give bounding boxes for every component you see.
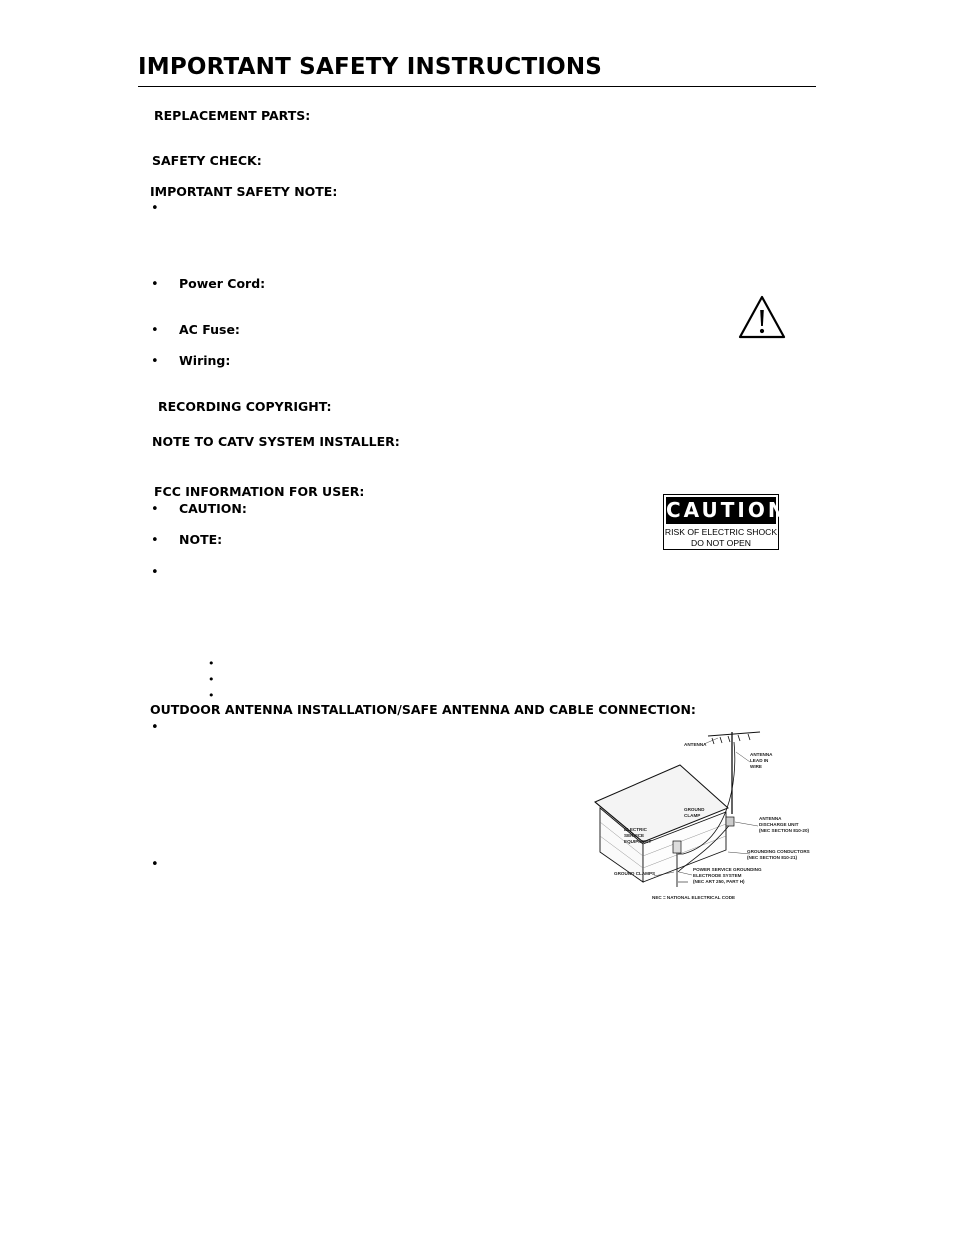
fcc-information-heading: FCC INFORMATION FOR USER: [154, 484, 365, 499]
caution-heading: CAUTION [666, 498, 788, 522]
replacement-parts-heading: REPLACEMENT PARTS: [154, 108, 311, 123]
caution-line-2: DO NOT OPEN [690, 538, 751, 548]
power-service-label-1: POWER SERVICE GROUNDING [693, 867, 762, 872]
caution-shock-label [663, 494, 788, 550]
grounding-conductors-label-2: (NEC SECTION 810-21) [747, 855, 798, 860]
electric-equipment-label-3: EQUIPMENT [624, 839, 652, 844]
note-catv-heading: NOTE TO CATV SYSTEM INSTALLER: [152, 434, 400, 449]
caution-label: CAUTION: [179, 501, 247, 516]
power-service-label-2: ELECTRODE SYSTEM [693, 873, 742, 878]
bullet: • [151, 565, 159, 580]
sub-bullet: • [208, 657, 215, 670]
bullet: • [151, 323, 159, 338]
bullet: • [151, 857, 159, 872]
power-cord-label: Power Cord: [179, 276, 266, 291]
discharge-unit-label-1: ANTENNA [759, 816, 782, 821]
sub-bullet: • [208, 673, 215, 686]
ground-clamps-label: GROUND CLAMPS [614, 871, 656, 876]
warning-triangle-icon [737, 294, 787, 340]
bullet: • [151, 354, 159, 369]
note-label: NOTE: [179, 532, 223, 547]
important-safety-note-heading: IMPORTANT SAFETY NOTE: [150, 184, 338, 199]
ground-clamp-label-1: GROUND [684, 807, 705, 812]
electric-equipment-label-2: SERVICE [624, 833, 645, 838]
title-divider [138, 86, 816, 87]
ac-fuse-label: AC Fuse: [179, 322, 240, 337]
discharge-unit-label-2: DISCHARGE UNIT [759, 822, 799, 827]
safety-check-heading: SAFETY CHECK: [152, 153, 262, 168]
bullet: • [151, 533, 159, 548]
ground-clamp-label-2: CLAMP [684, 813, 701, 818]
recording-copyright-heading: RECORDING COPYRIGHT: [158, 399, 332, 414]
outdoor-antenna-heading: OUTDOOR ANTENNA INSTALLATION/SAFE ANTENNA AND CABLE CONNECTION: [150, 702, 696, 717]
lead-in-label-1: ANTENNA [750, 752, 773, 757]
antenna-grounding-diagram [588, 722, 818, 902]
bullet: • [151, 201, 159, 216]
antenna-label: ANTENNA [684, 742, 707, 747]
bullet: • [151, 720, 159, 735]
lead-in-label-2: LEAD IN [750, 758, 769, 763]
caution-line-1: RISK OF ELECTRIC SHOCK [664, 527, 778, 537]
page-title: IMPORTANT SAFETY INSTRUCTIONS [138, 54, 603, 80]
sub-bullet: • [208, 689, 215, 702]
wiring-label: Wiring: [179, 353, 231, 368]
discharge-unit-label-3: (NEC SECTION 810-20) [759, 828, 810, 833]
bullet: • [151, 277, 159, 292]
bullet: • [151, 502, 159, 517]
lead-in-label-3: WIRE [750, 764, 762, 769]
electric-equipment-label-1: ELECTRIC [624, 827, 647, 832]
nec-footer-label: NEC = NATIONAL ELECTRICAL CODE [652, 895, 736, 900]
power-service-label-3: (NEC ART 250, PART H) [693, 879, 745, 884]
grounding-conductors-label-1: GROUNDING CONDUCTORS [747, 849, 810, 854]
